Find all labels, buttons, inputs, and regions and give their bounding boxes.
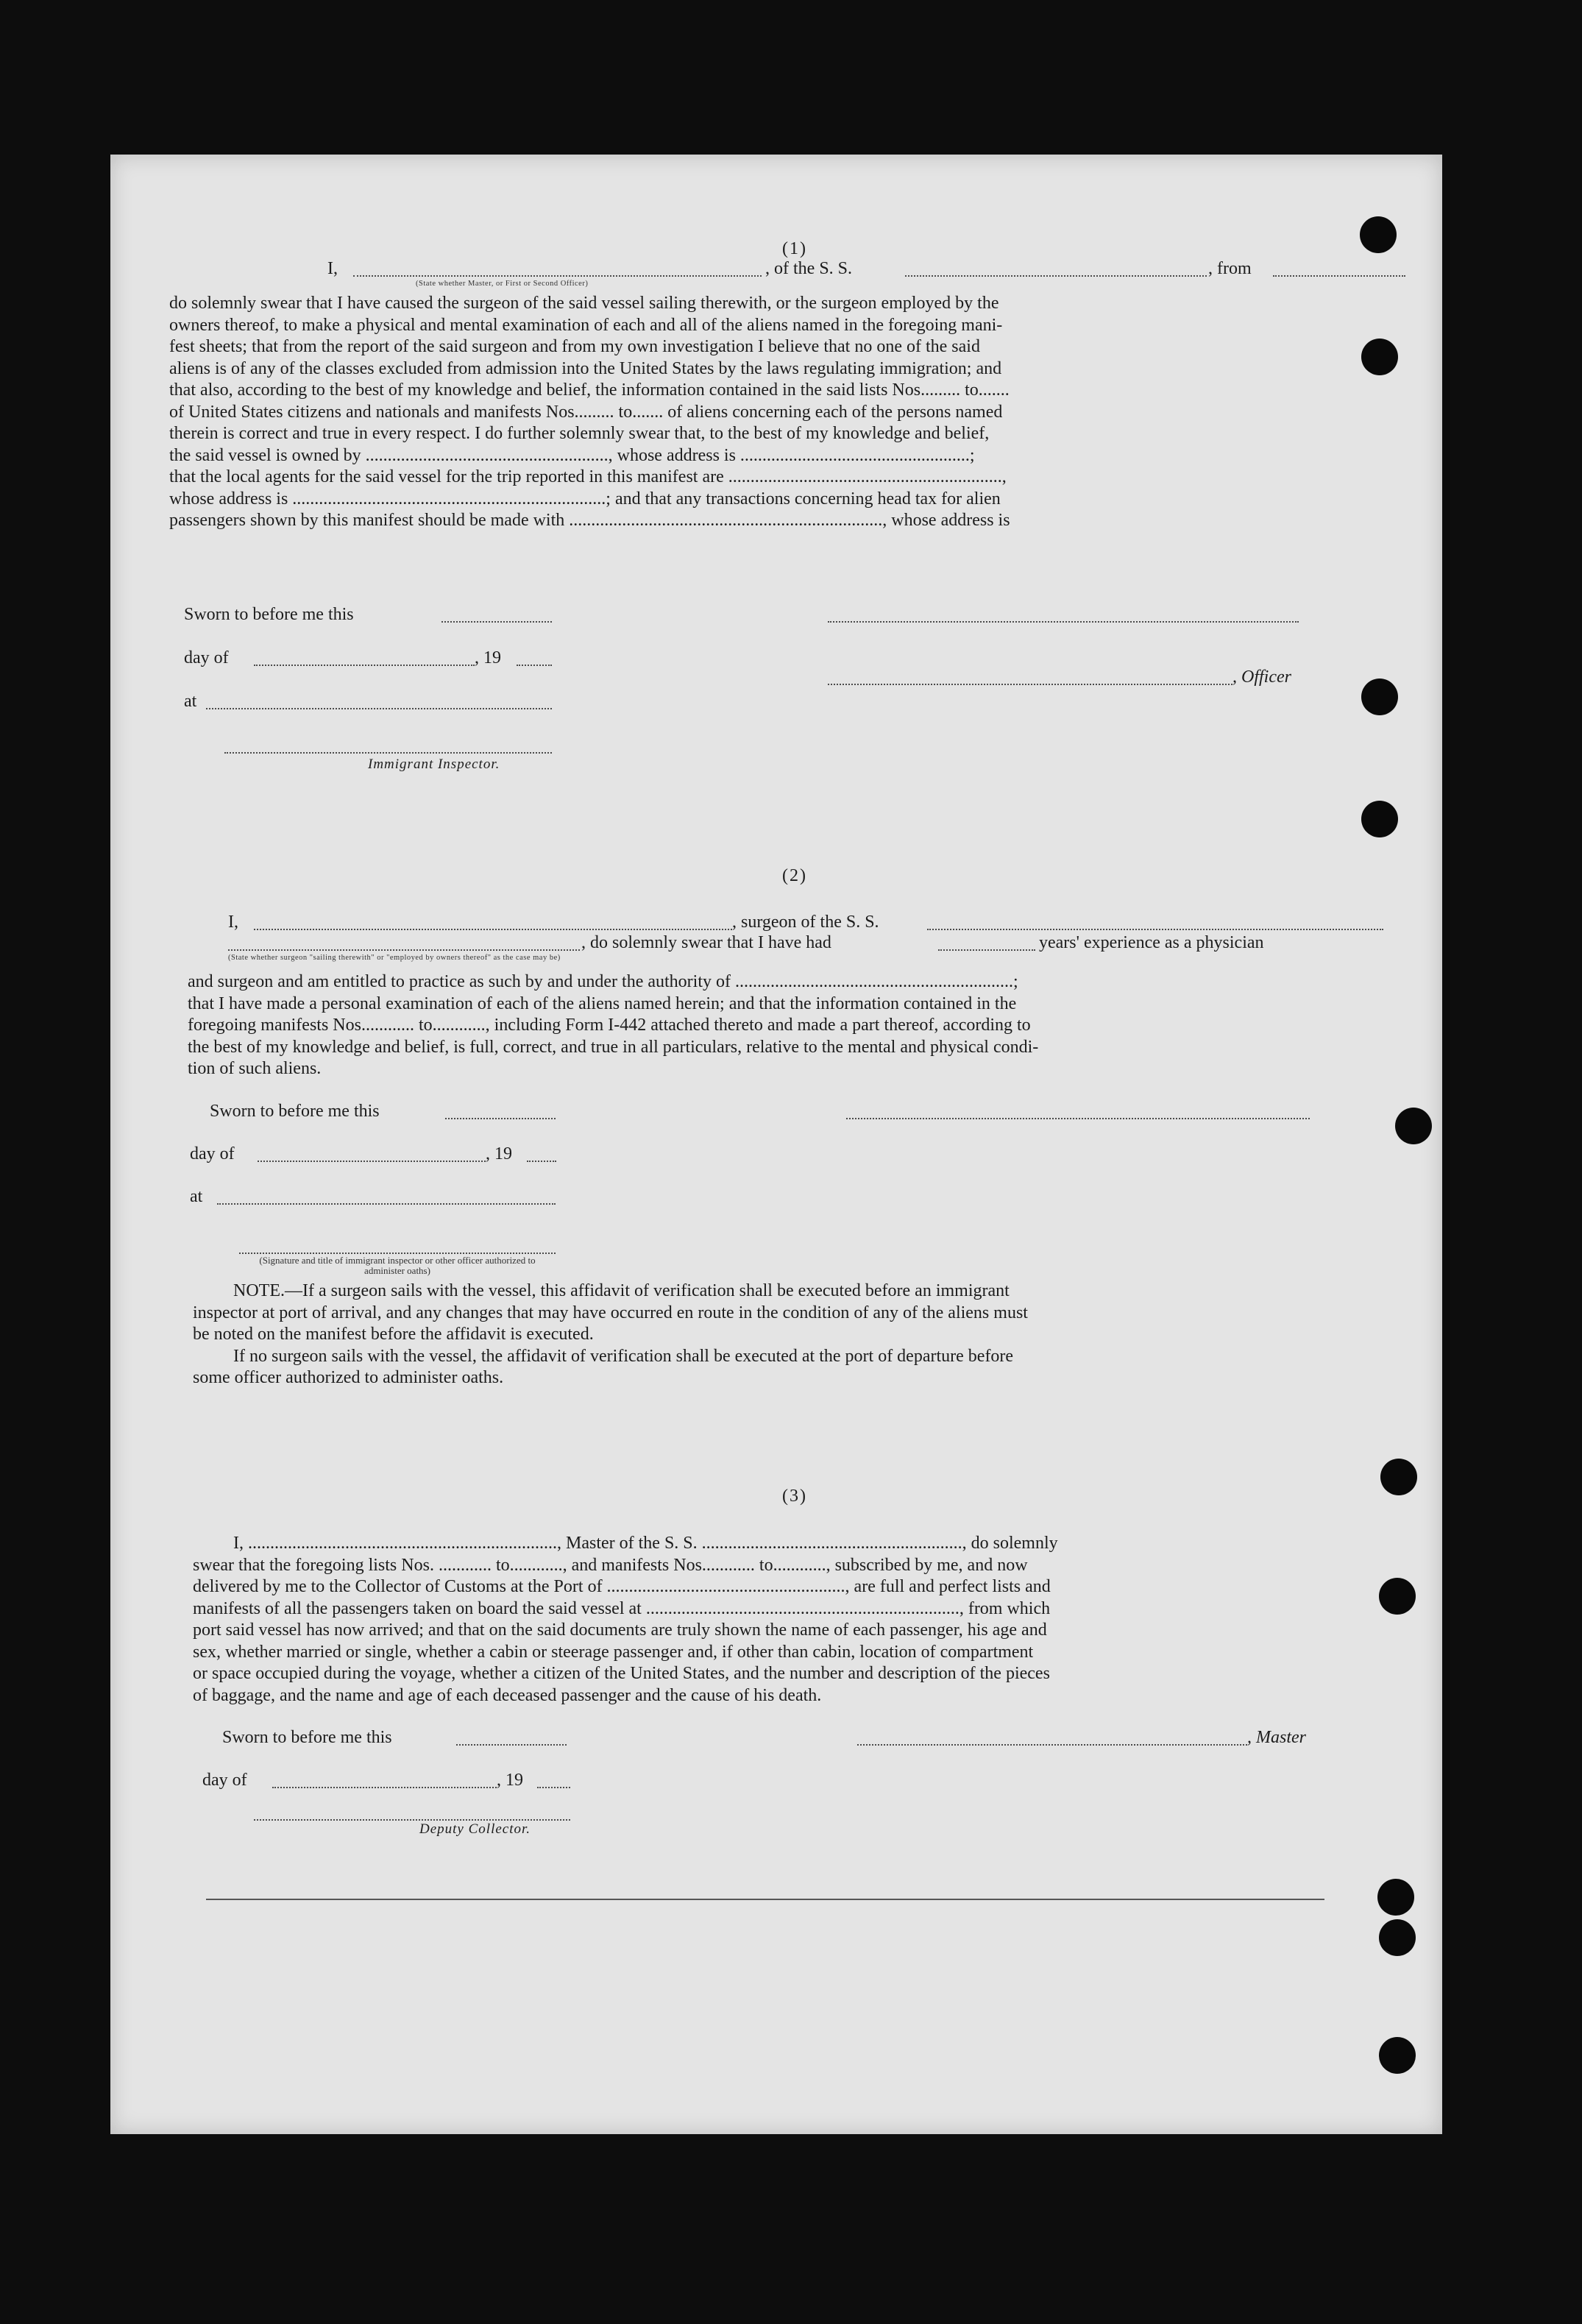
punch-hole: [1377, 1879, 1414, 1916]
sworn-label: Sworn to before me this: [222, 1728, 392, 1747]
day-of-field[interactable]: [254, 648, 475, 666]
of-ss-label: , of the S. S.: [765, 259, 853, 278]
year-label: , 19: [497, 1771, 523, 1790]
day-of-label: day of: [190, 1144, 235, 1163]
year-label: , 19: [475, 648, 501, 667]
officer-rank-note: (State whether Master, or First or Second Officer): [416, 280, 589, 288]
years-experience-field[interactable]: [938, 933, 1035, 951]
oath-officer-signature-field[interactable]: [239, 1236, 556, 1254]
paragraph-line: do solemnly swear that I have caused the surgeon of the said vessel sailing therewith, or the surgeon employed by the: [169, 294, 999, 313]
paragraph-line: whose address is .......................................................................; and that any transactions concerning head tax for alien: [169, 489, 1001, 509]
paragraph-line: that also, according to the best of my knowledge and belief, the information contained in the said lists Nos......... to.......: [169, 380, 1010, 400]
paragraph-line: the said vessel is owned by ......................................................., whose address is ....................................................;: [169, 445, 975, 465]
paragraph-line: I, ......................................................................, Master of the S. S. ..........................................................., do solemnly: [233, 1534, 1058, 1553]
surgeon-status-field[interactable]: [228, 933, 580, 951]
sworn-label: Sworn to before me this: [184, 605, 354, 624]
paragraph-line: of baggage, and the name and age of each deceased passenger and the cause of his death.: [193, 1685, 822, 1705]
surgeon-vessel-field[interactable]: [927, 913, 1383, 930]
punch-hole: [1395, 1108, 1432, 1144]
signature-title-note: (Signature and title of immigrant inspector or other officer authorized to administer oaths): [259, 1255, 536, 1276]
at-label: at: [184, 692, 197, 711]
surgeon-of-ss-label: , surgeon of the S. S.: [732, 913, 879, 932]
deputy-signature-field[interactable]: [254, 1803, 570, 1821]
surgeon-name-field[interactable]: [254, 913, 732, 930]
paragraph-line: be noted on the manifest before the affidavit is executed.: [193, 1325, 594, 1344]
master-label: , Master: [1247, 1728, 1306, 1747]
paragraph-line: tion of such aliens.: [188, 1059, 322, 1078]
paragraph-line: the best of my knowledge and belief, is full, correct, and true in all particulars, relative to the mental and physical condi-: [188, 1037, 1039, 1057]
paragraph-line: delivered by me to the Collector of Customs at the Port of ......................................................, are full and perfect lists and: [193, 1577, 1051, 1596]
section-3-number: (3): [782, 1487, 807, 1506]
from-port-field[interactable]: [1273, 259, 1405, 277]
day-of-field[interactable]: [258, 1144, 486, 1162]
section-1-i-label: I,: [327, 259, 338, 278]
paragraph-line: manifests of all the passengers taken on board the said vessel at ......................................................................., from which: [193, 1598, 1051, 1618]
section-2-i-label: I,: [228, 913, 238, 932]
at-place-field[interactable]: [217, 1187, 556, 1205]
at-place-field[interactable]: [206, 692, 552, 709]
years-experience-label: years' experience as a physician: [1039, 933, 1264, 952]
year-field[interactable]: [517, 648, 552, 666]
paragraph-line: therein is correct and true in every respect. I do further solemnly swear that, to the best of my knowledge and belief,: [169, 424, 990, 443]
sworn-date-field[interactable]: [441, 605, 552, 623]
punch-hole: [1379, 1919, 1416, 1956]
paragraph-line: passengers shown by this manifest should be made with ......................................................................., whose address is: [169, 511, 1010, 530]
paragraph-line: of United States citizens and nationals and manifests Nos......... to....... of aliens concerning each of the persons named: [169, 402, 1003, 422]
paragraph-line: port said vessel has now arrived; and that on the said documents are truly shown the name of each passenger, his age and: [193, 1620, 1047, 1640]
section-1-paragraph: [169, 293, 1420, 532]
paragraph-line: If no surgeon sails with the vessel, the affidavit of verification shall be executed at the port of departure before: [233, 1346, 1014, 1366]
day-of-label: day of: [184, 648, 229, 667]
section-2-paragraph: [188, 971, 1424, 1080]
master-signature-field[interactable]: [857, 1728, 1247, 1746]
punch-hole: [1361, 801, 1398, 837]
vessel-name-field[interactable]: [905, 259, 1207, 277]
note-paragraph: [193, 1280, 1425, 1389]
sworn-label: Sworn to before me this: [210, 1102, 380, 1121]
officer-signature-field[interactable]: [828, 605, 1299, 623]
form-page: [110, 155, 1442, 2134]
paragraph-line: that the local agents for the said vessel for the trip reported in this manifest are ..............................................................,: [169, 467, 1007, 486]
inspector-signature-field[interactable]: [224, 736, 552, 754]
section-1: [169, 239, 1420, 532]
paragraph-line: that I have made a personal examination of each of the aliens named herein; and that the information contained in the: [188, 993, 1017, 1013]
section-3-paragraph: [193, 1533, 1433, 1707]
punch-hole: [1379, 2037, 1416, 2074]
paragraph-line: swear that the foregoing lists Nos. ............ to............, and manifests Nos............ to............, subscribed by me, and now: [193, 1555, 1028, 1575]
deputy-collector-caption: Deputy Collector.: [419, 1821, 531, 1837]
officer-label: , Officer: [1232, 667, 1291, 687]
bottom-rule: [206, 1899, 1324, 1900]
paragraph-line: NOTE.—If a surgeon sails with the vessel, this affidavit of verification shall be executed before an immigrant: [233, 1281, 1010, 1300]
sworn-date-field[interactable]: [456, 1728, 567, 1746]
section-2-number: (2): [782, 866, 807, 885]
year-label: , 19: [486, 1144, 512, 1163]
officer-title-field[interactable]: [828, 667, 1232, 685]
year-field[interactable]: [537, 1771, 570, 1788]
paragraph-line: fest sheets; that from the report of the said surgeon and from my own investigation I believe that no one of the said: [169, 337, 980, 356]
paragraph-line: or space occupied during the voyage, whether a citizen of the United States, and the number and description of the pieces: [193, 1664, 1050, 1683]
sworn-date-field[interactable]: [445, 1102, 556, 1119]
section-1-number: (1): [782, 239, 807, 258]
paragraph-line: owners thereof, to make a physical and mental examination of each and all of the aliens named in the foregoing mani-: [169, 315, 1003, 335]
paragraph-line: sex, whether married or single, whether a cabin or steerage passenger and, if other than cabin, location of compartment: [193, 1642, 1034, 1662]
from-label: , from: [1208, 259, 1252, 278]
paragraph-line: inspector at port of arrival, and any changes that may have occurred en route in the condition of any of the aliens must: [193, 1303, 1028, 1322]
paragraph-line: aliens is of any of the classes excluded from admission into the United States by the laws regulating immigration; and: [169, 358, 1002, 378]
day-of-field[interactable]: [272, 1771, 497, 1788]
at-label: at: [190, 1187, 203, 1206]
surgeon-signature-field[interactable]: [846, 1102, 1310, 1119]
paragraph-line: some officer authorized to administer oaths.: [193, 1368, 504, 1387]
year-field[interactable]: [527, 1144, 556, 1162]
surgeon-status-note: (State whether surgeon "sailing therewith" or "employed by owners thereof" as the case may be): [228, 954, 561, 962]
surgeon-swear-label: , do solemnly swear that I have had: [581, 933, 831, 952]
officer-name-field[interactable]: [353, 259, 762, 277]
day-of-label: day of: [202, 1771, 247, 1790]
punch-hole: [1361, 679, 1398, 715]
immigrant-inspector-caption: Immigrant Inspector.: [368, 757, 500, 772]
paragraph-line: and surgeon and am entitled to practice as such by and under the authority of ...............................................................;: [188, 972, 1018, 991]
paragraph-line: foregoing manifests Nos............ to............, including Form I-442 attached thereto and made a part thereof, according to: [188, 1016, 1031, 1035]
